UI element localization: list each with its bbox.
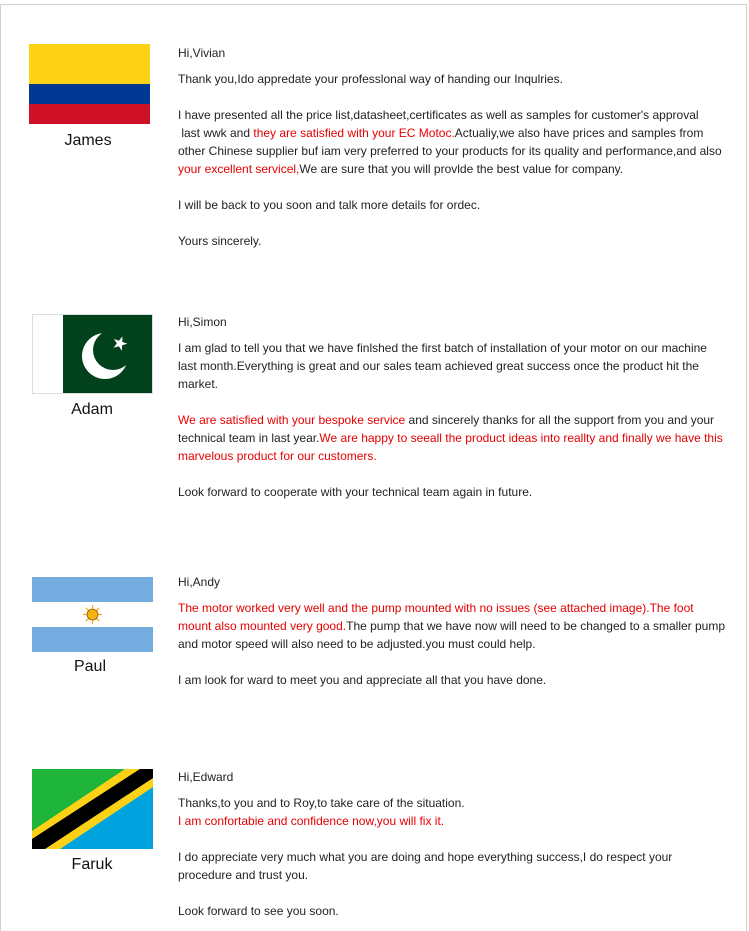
paragraph: Look forward to cooperate with your technical team again in future. xyxy=(178,485,533,499)
highlight-text: The motor worked very well and the pump mounted with no issues (see attached image).The foot mount also mounted very good. xyxy=(178,601,694,633)
text-span: Actualiy,we also have prices and samples from other Chinese supplier buf iam very preferred to your products for its quality and performance,and also xyxy=(178,126,722,158)
text-span: and sincerely thanks for all the support from you and your technical team in last year. xyxy=(178,413,715,445)
highlight-text: We are satisfied with your bespoke service xyxy=(178,413,406,427)
testimonial-message xyxy=(178,44,728,250)
greeting: Hi,Simon xyxy=(178,315,227,329)
paragraph: I will be back to you soon and talk more details for ordec. xyxy=(178,198,481,212)
author-name: Paul xyxy=(73,658,107,675)
testimonial-message xyxy=(178,573,728,689)
greeting: Hi,Andy xyxy=(178,575,221,589)
author-name: Adam xyxy=(71,401,113,418)
greeting: Hi,Edward xyxy=(178,770,234,784)
highlight-text: I am confortabie and confidence now,you will fix it. xyxy=(178,814,445,828)
paragraph: I am glad to tell you that we have finlshed the first batch of installation of your motor on our machine last month.Everything is great and our sales team achieved great success once the product hit the market. xyxy=(178,341,707,391)
tanzania-flag-icon xyxy=(32,769,153,849)
testimonial-message xyxy=(178,313,728,501)
argentina-flag-icon xyxy=(32,577,153,652)
sign-off: Yours sincerely. xyxy=(178,234,262,248)
author-name: Faruk xyxy=(71,856,113,873)
highlight-text: We are happy to seeall the product ideas into reallty and finally we have this marvelous product for our customers. xyxy=(178,431,723,463)
paragraph: I do appreciate very much what you are doing and hope everything success,I do respect your procedure and trust you. xyxy=(178,850,673,882)
text-span: Thanks,to you and to Roy,to take care of the situation. xyxy=(178,796,465,810)
text-span: I have presented all the price list,datasheet,certificates as well as samples for customer's approval xyxy=(178,108,699,122)
text-span: last wwk and xyxy=(178,126,254,140)
paragraph: Look forward to see you soon. xyxy=(178,904,339,918)
text-span: The pump that we have now will need to be changed to a smaller pump and motor speed will also need to be adjusted.you must could help. xyxy=(178,619,725,651)
highlight-text: they are satisfied with your EC Motoc. xyxy=(253,126,455,140)
text-span: We are sure that you will provlde the best value for company. xyxy=(299,162,624,176)
testimonial-message xyxy=(178,768,728,920)
paragraph xyxy=(178,794,728,830)
paragraph: I am look for ward to meet you and appreciate all that you have done. xyxy=(178,673,547,687)
paragraph xyxy=(178,599,728,653)
author-name: James xyxy=(64,132,112,149)
pakistan-flag-icon xyxy=(32,314,153,394)
paragraph xyxy=(178,411,728,465)
colombia-flag-icon xyxy=(29,44,150,124)
greeting: Hi,Vivian xyxy=(178,46,226,60)
highlight-text: your excellent servicel, xyxy=(178,162,300,176)
paragraph: Thank you,Ido appredate your professlonal way of handing our Inqulries. xyxy=(178,72,563,86)
paragraph xyxy=(178,106,728,178)
